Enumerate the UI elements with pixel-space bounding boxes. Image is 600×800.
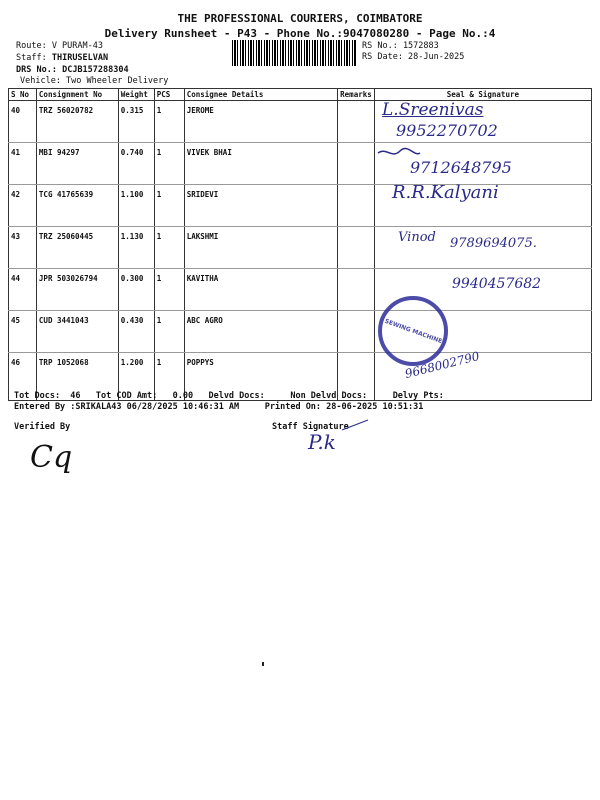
cell-consignment: JPR 503026794	[36, 269, 118, 311]
col-remarks: Remarks	[338, 89, 375, 101]
handwritten-signature-42: R.R.Kalyani	[392, 182, 499, 203]
cell-consignment: TCG 41765639	[36, 185, 118, 227]
cell-sno: 40	[9, 101, 37, 143]
cell-pcs: 1	[154, 143, 184, 185]
cell-sno: 44	[9, 269, 37, 311]
staff-label: Staff:	[16, 53, 47, 63]
cell-consignee: SRIDEVI	[184, 185, 337, 227]
staff-line	[16, 53, 108, 63]
cell-consignee: ABC AGRO	[184, 311, 337, 353]
staff-signature-label: Staff Signature	[272, 422, 349, 432]
ink-dot	[262, 662, 264, 666]
staff-signature-stroke	[340, 418, 370, 432]
cell-sno: 45	[9, 311, 37, 353]
cell-consignee: POPPYS	[184, 353, 337, 401]
cell-consignee: KAVITHA	[184, 269, 337, 311]
table-header-row	[9, 89, 592, 101]
handwritten-signature-43-name: Vinod	[398, 230, 436, 245]
handwritten-signature-40-phone: 9952270702	[396, 121, 498, 140]
handwritten-signature-43-phone: 9789694075.	[450, 236, 537, 251]
cell-consignee: LAKSHMI	[184, 227, 337, 269]
cell-weight: 0.430	[118, 311, 154, 353]
verified-by-label: Verified By	[14, 422, 71, 432]
handwritten-signature-46-phone: 9668002790	[403, 348, 481, 382]
col-signature: Seal & Signature	[374, 89, 591, 101]
cell-consignment: MBI 94297	[36, 143, 118, 185]
company-stamp	[378, 296, 448, 366]
drs-line	[16, 65, 129, 75]
col-consignment: Consignment No	[36, 89, 118, 101]
cell-weight: 0.740	[118, 143, 154, 185]
cell-sno: 41	[9, 143, 37, 185]
table-row	[9, 185, 592, 227]
cell-remarks	[338, 311, 375, 353]
col-consignee: Consignee Details	[184, 89, 337, 101]
handwritten-signature-44-phone: 9940457682	[452, 276, 542, 292]
table-row	[9, 311, 592, 353]
cell-pcs: 1	[154, 227, 184, 269]
cell-pcs: 1	[154, 353, 184, 401]
cell-remarks	[338, 227, 375, 269]
cell-pcs: 1	[154, 101, 184, 143]
barcode	[232, 40, 357, 66]
cell-consignment: TRZ 56020782	[36, 101, 118, 143]
cell-remarks	[338, 185, 375, 227]
vehicle-label: Vehicle: Two Wheeler Delivery	[20, 76, 169, 86]
staff-value: THIRUSELVAN	[51, 53, 109, 63]
cell-consignment: TRP 1052068	[36, 353, 118, 401]
route-label: Route: V PURAM-43	[16, 41, 103, 51]
cell-weight: 1.100	[118, 185, 154, 227]
cell-remarks	[338, 143, 375, 185]
table-row	[9, 101, 592, 143]
cell-remarks	[338, 101, 375, 143]
totals-line: Tot Docs: 46 Tot COD Amt: 0.00 Delvd Docs: Non Delvd Docs: Delvy Pts:	[14, 391, 444, 401]
cell-weight: 1.200	[118, 353, 154, 401]
col-sno: S No	[9, 89, 37, 101]
drs-value: DCJB157288304	[62, 65, 129, 75]
handwritten-signature-40-name: L.Sreenivas	[382, 100, 484, 120]
cell-weight: 0.300	[118, 269, 154, 311]
cell-sno: 43	[9, 227, 37, 269]
runsheet-subtitle: Delivery Runsheet - P43 - Phone No.:9047080280 - Page No.:4	[104, 27, 496, 40]
staff-signature: P.k	[308, 430, 336, 454]
cell-consignment: TRZ 25060445	[36, 227, 118, 269]
cell-pcs: 1	[154, 269, 184, 311]
col-pcs: PCS	[154, 89, 184, 101]
cell-pcs: 1	[154, 185, 184, 227]
cell-consignee: VIVEK BHAI	[184, 143, 337, 185]
cell-sno: 46	[9, 353, 37, 401]
cell-weight: 1.130	[118, 227, 154, 269]
rs-date: RS Date: 28-Jun-2025	[362, 52, 465, 62]
cell-weight: 0.315	[118, 101, 154, 143]
entered-by-line: Entered By :SRIKALA43 06/28/2025 10:46:31 AM Printed On: 28-06-2025 10:51:31	[14, 402, 424, 412]
cell-sno: 42	[9, 185, 37, 227]
cell-remarks	[338, 269, 375, 311]
stamp-text: SEWING MACHINE	[383, 317, 443, 345]
col-weight: Weight	[118, 89, 154, 101]
cell-pcs: 1	[154, 311, 184, 353]
handwritten-signature-41-phone: 9712648795	[410, 158, 512, 177]
cell-consignment: CUD 3441043	[36, 311, 118, 353]
company-title: THE PROFESSIONAL COURIERS, COIMBATORE	[177, 12, 423, 25]
cell-consignee: JEROME	[184, 101, 337, 143]
drs-label: DRS No.:	[16, 65, 57, 75]
rs-number: RS No.: 1572883	[362, 41, 439, 51]
verified-by-signature: Cq	[30, 440, 73, 475]
